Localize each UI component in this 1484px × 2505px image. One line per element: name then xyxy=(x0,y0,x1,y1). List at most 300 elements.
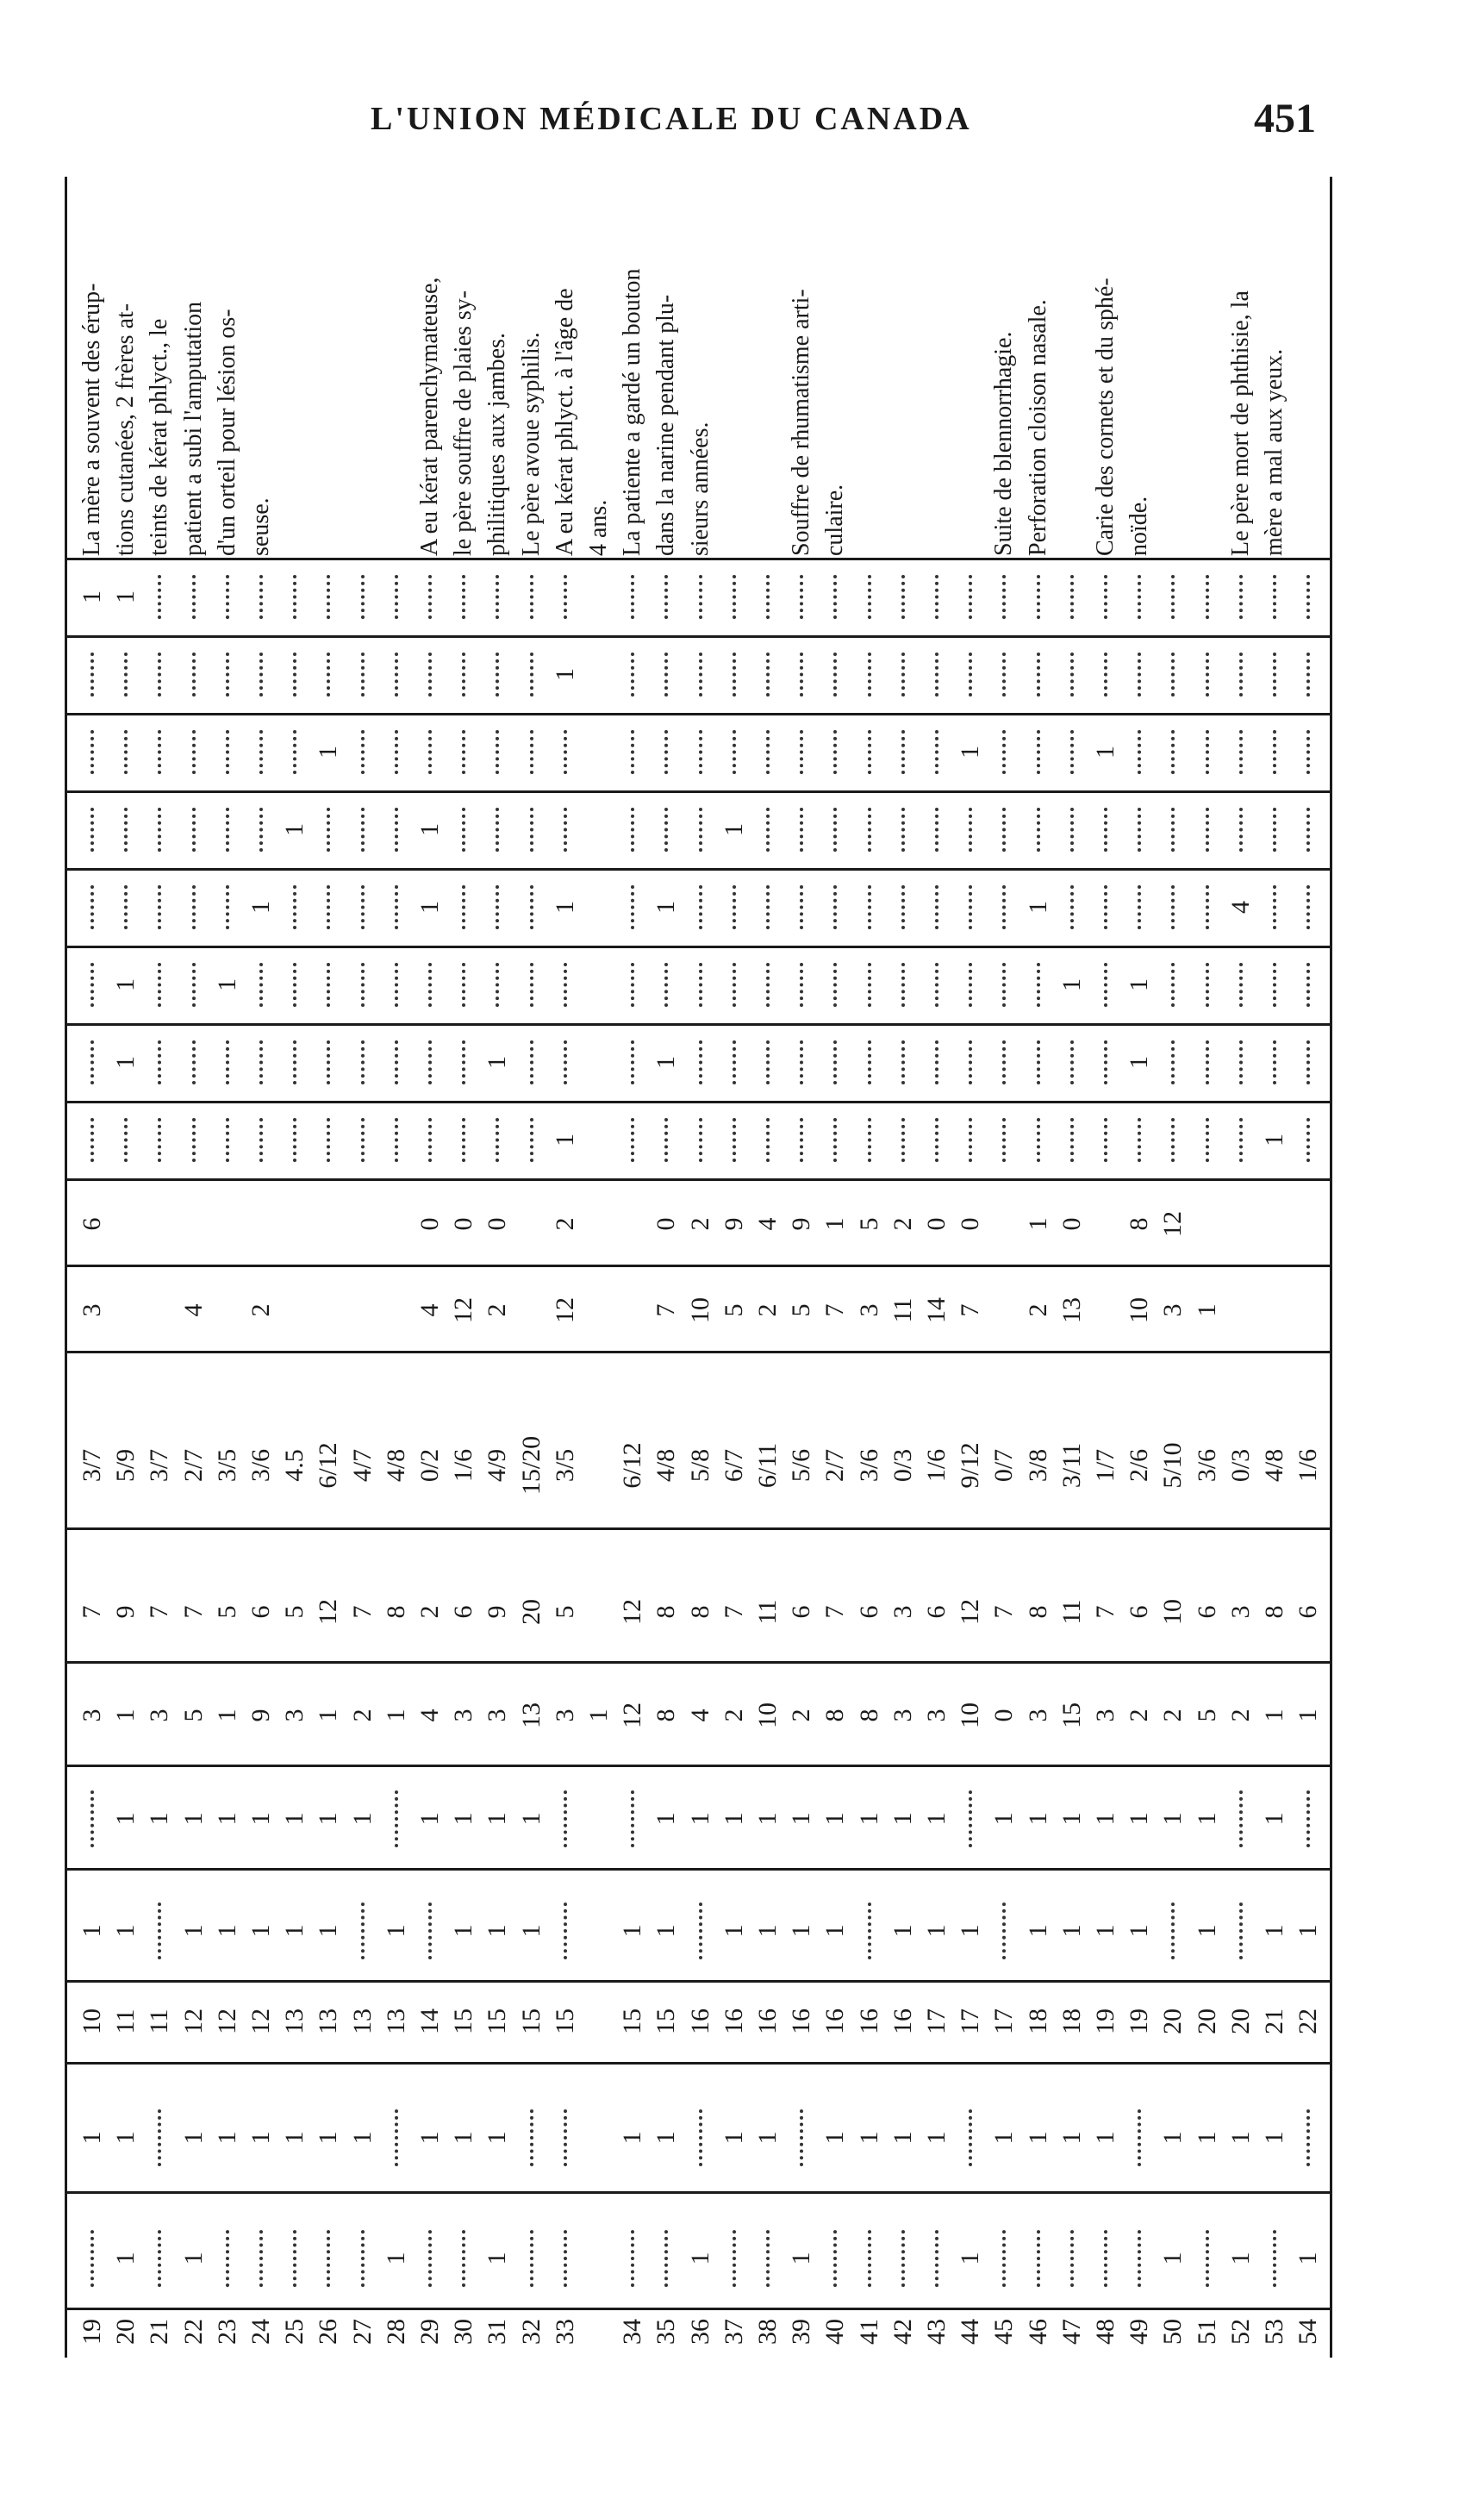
cell-d6 xyxy=(548,715,583,789)
dot-leader xyxy=(935,575,938,619)
cell-c5 xyxy=(784,1771,819,1866)
dot-leader xyxy=(564,730,567,774)
cell-d7 xyxy=(818,638,852,711)
dot-leader xyxy=(428,1902,432,1959)
cell-d5 xyxy=(480,793,514,866)
cell-num xyxy=(852,2306,887,2358)
cell-obs xyxy=(210,177,245,556)
cell-value: 12 xyxy=(246,2008,275,2034)
dot-leader xyxy=(1104,963,1107,1007)
cell-value: 1 xyxy=(483,1812,512,1826)
dot-leader xyxy=(361,1902,365,1959)
cell-c4 xyxy=(142,1883,177,1978)
cell-p1 xyxy=(480,1271,514,1349)
cell-value: 1 xyxy=(719,823,748,836)
cell-c1 xyxy=(683,2211,718,2306)
cell-value: 0 xyxy=(652,1217,681,1231)
cell-d2 xyxy=(852,1026,887,1099)
cell-d1 xyxy=(311,1103,346,1177)
cell-c2 xyxy=(649,2090,683,2185)
cell-d1 xyxy=(582,1103,616,1177)
cell-c5 xyxy=(311,1771,346,1866)
cell-d5 xyxy=(109,793,143,866)
cell-c6 xyxy=(379,1668,414,1763)
cell-c4 xyxy=(244,1883,278,1978)
dot-leader xyxy=(868,2230,871,2287)
cell-value: 2 xyxy=(1023,1303,1052,1317)
cell-value: 6 xyxy=(1192,1605,1221,1619)
dot-leader xyxy=(327,575,330,619)
cell-c6 xyxy=(1257,1668,1292,1763)
dot-leader xyxy=(969,1118,972,1162)
cell-c2 xyxy=(852,2090,887,2185)
cell-d3 xyxy=(987,948,1021,1021)
cell-c5 xyxy=(1291,1771,1325,1866)
cell-p2 xyxy=(177,1185,211,1263)
dot-leader xyxy=(327,2230,330,2287)
dot-leader xyxy=(699,885,702,929)
cell-c7 xyxy=(142,1565,177,1659)
cell-value: 20 xyxy=(1192,2008,1221,2034)
dot-leader xyxy=(699,963,702,1007)
cell-d6 xyxy=(109,715,143,789)
cell-age xyxy=(582,1983,616,2060)
dot-leader xyxy=(1171,963,1175,1007)
cell-c1 xyxy=(784,2211,819,2306)
cell-c4 xyxy=(683,1883,718,1978)
cell-value: 3 xyxy=(1091,1709,1119,1722)
dot-leader xyxy=(969,653,972,697)
cell-value: 3 xyxy=(280,1709,309,1722)
cell-d7 xyxy=(1190,638,1225,711)
cell-c6 xyxy=(1156,1668,1190,1763)
cell-value: 45 xyxy=(989,2319,1019,2345)
cell-value: 3 xyxy=(922,1709,951,1722)
dot-leader xyxy=(699,575,702,619)
cell-d6 xyxy=(413,715,447,789)
cell-value: 7 xyxy=(1091,1605,1119,1619)
cell-value: Le père avoue syphilis. xyxy=(517,332,545,556)
cell-num xyxy=(413,2306,447,2358)
cell-obs xyxy=(1055,177,1089,556)
dot-leader xyxy=(1104,653,1107,697)
cell-p2 xyxy=(244,1185,278,1263)
cell-value: La patiente a gardé un bouton xyxy=(619,268,646,556)
cell-value: 1 xyxy=(787,1812,816,1826)
cell-c2 xyxy=(1224,2090,1258,2185)
cell-value: 1 xyxy=(483,1056,512,1069)
cell-c6 xyxy=(244,1668,278,1763)
cell-value: 1 xyxy=(516,1812,546,1826)
cell-value: 4/9 xyxy=(483,1448,512,1483)
column-rule xyxy=(65,1765,1331,1767)
cell-value: 1 xyxy=(314,2131,343,2145)
cell-value: 1 xyxy=(888,2131,917,2145)
cell-c6 xyxy=(446,1668,481,1763)
dot-leader xyxy=(1206,653,1209,697)
dot-leader xyxy=(733,1118,736,1162)
table-row xyxy=(1291,177,1325,2358)
cell-age xyxy=(379,1983,414,2060)
dot-leader xyxy=(462,653,465,697)
cell-num xyxy=(1021,2306,1056,2358)
cell-value: 23 xyxy=(212,2319,241,2345)
cell-p1 xyxy=(75,1271,109,1349)
dot-leader xyxy=(1070,808,1074,852)
cell-c7 xyxy=(244,1565,278,1659)
cell-num xyxy=(177,2306,211,2358)
table-row xyxy=(548,177,583,2358)
cell-value: 6 xyxy=(1125,1605,1154,1619)
cell-value: 20 xyxy=(516,1599,546,1625)
cell-value: 1 xyxy=(1023,2131,1052,2145)
cell-c2 xyxy=(413,2090,447,2185)
cell-d2 xyxy=(548,1026,583,1099)
dot-leader xyxy=(699,2109,702,2166)
cell-d7 xyxy=(582,638,616,711)
cell-c6 xyxy=(1088,1668,1123,1763)
cell-value: 14 xyxy=(415,2008,444,2034)
table-row xyxy=(751,177,785,2358)
cell-d4 xyxy=(615,871,650,944)
cell-num xyxy=(717,2306,751,2358)
cell-age xyxy=(615,1983,650,2060)
cell-d7 xyxy=(1055,638,1089,711)
cell-num xyxy=(1257,2306,1292,2358)
table-row xyxy=(987,177,1021,2358)
dot-leader xyxy=(1037,1040,1040,1084)
dot-leader xyxy=(361,575,365,619)
cell-d7 xyxy=(514,638,549,711)
dot-leader xyxy=(226,653,229,697)
cell-d8 xyxy=(920,560,954,634)
page-header xyxy=(0,95,1484,147)
cell-value: 0 xyxy=(956,1217,985,1231)
cell-value: noïde. xyxy=(1125,496,1153,556)
cell-d4 xyxy=(1190,871,1225,944)
cell-value: 1 xyxy=(111,590,140,603)
dot-leader xyxy=(631,1790,634,1847)
cell-d5 xyxy=(1257,793,1292,866)
cell-obs xyxy=(514,177,549,556)
cell-d8 xyxy=(818,560,852,634)
cell-d4 xyxy=(480,871,514,944)
dot-leader xyxy=(293,1118,296,1162)
dot-leader xyxy=(1037,1118,1040,1162)
cell-d1 xyxy=(1122,1103,1157,1177)
cell-d8 xyxy=(1257,560,1292,634)
dot-leader xyxy=(496,963,499,1007)
cell-value: 1 xyxy=(280,1812,309,1826)
cell-value: 9/12 xyxy=(956,1442,985,1489)
cell-value: 21 xyxy=(1260,2008,1288,2034)
dot-leader xyxy=(868,808,871,852)
cell-value: 3/6 xyxy=(1192,1448,1221,1483)
cell-d1 xyxy=(615,1103,650,1177)
cell-age xyxy=(346,1983,380,2060)
dot-leader xyxy=(496,808,499,852)
cell-value: 1 xyxy=(1023,1812,1052,1826)
cell-value: 1 xyxy=(550,901,579,914)
cell-value: 12 xyxy=(314,1599,343,1625)
cell-value: 30 xyxy=(449,2319,478,2345)
dot-leader xyxy=(766,575,770,619)
cell-value: culaire. xyxy=(821,484,849,556)
cell-d4 xyxy=(1122,871,1157,944)
cell-d8 xyxy=(210,560,245,634)
table-row xyxy=(1224,177,1258,2358)
cell-d7 xyxy=(548,638,583,711)
cell-c2 xyxy=(1291,2090,1325,2185)
cell-d5 xyxy=(852,793,887,866)
cell-value: 2 xyxy=(753,1303,782,1317)
dot-leader xyxy=(935,653,938,697)
cell-c4 xyxy=(987,1883,1021,1978)
dot-leader xyxy=(395,1040,398,1084)
cell-value: 1 xyxy=(1192,1303,1221,1317)
dot-leader xyxy=(868,885,871,929)
dot-leader xyxy=(158,2109,161,2166)
cell-c2 xyxy=(177,2090,211,2185)
cell-vision xyxy=(1021,1409,1056,1521)
cell-c5 xyxy=(1122,1771,1157,1866)
cell-age xyxy=(1257,1983,1292,2060)
cell-p1 xyxy=(1291,1271,1325,1349)
cell-value: 2 xyxy=(888,1217,917,1231)
cell-p1 xyxy=(953,1271,988,1349)
cell-num xyxy=(1122,2306,1157,2358)
cell-c5 xyxy=(1224,1771,1258,1866)
dot-leader xyxy=(496,575,499,619)
cell-value: 46 xyxy=(1023,2319,1052,2345)
cell-value: 7 xyxy=(820,1303,850,1317)
cell-value: 54 xyxy=(1294,2319,1323,2345)
cell-value: 7 xyxy=(956,1303,985,1317)
cell-c2 xyxy=(953,2090,988,2185)
cell-p2 xyxy=(953,1185,988,1263)
cell-p1 xyxy=(1055,1271,1089,1349)
cell-value: 1 xyxy=(381,1709,410,1722)
cell-d2 xyxy=(1122,1026,1157,1099)
cell-p1 xyxy=(1257,1271,1292,1349)
cell-c6 xyxy=(1190,1668,1225,1763)
cell-value: 1 xyxy=(78,1924,106,1938)
cell-value: 1 xyxy=(550,668,579,681)
cell-d5 xyxy=(1122,793,1157,866)
cell-c2 xyxy=(277,2090,312,2185)
column-rule xyxy=(65,946,1331,948)
cell-d3 xyxy=(109,948,143,1021)
cell-value: 5 xyxy=(854,1217,883,1231)
cell-c5 xyxy=(953,1771,988,1866)
cell-value: 13 xyxy=(516,1702,546,1728)
cell-d2 xyxy=(446,1026,481,1099)
cell-d6 xyxy=(582,715,616,789)
column-rule xyxy=(65,558,1331,560)
cell-value: d'un orteil pour lésion os- xyxy=(213,309,240,556)
dot-leader xyxy=(1171,808,1175,852)
cell-d1 xyxy=(142,1103,177,1177)
dot-leader xyxy=(530,885,533,929)
cell-value: 1 xyxy=(820,1812,850,1826)
cell-d8 xyxy=(379,560,414,634)
dot-leader xyxy=(1239,575,1243,619)
dot-leader xyxy=(935,1040,938,1084)
cell-value: 1 xyxy=(246,901,275,914)
cell-c1 xyxy=(514,2211,549,2306)
cell-c2 xyxy=(683,2090,718,2185)
dot-leader xyxy=(1002,885,1006,929)
cell-d3 xyxy=(480,948,514,1021)
cell-num xyxy=(683,2306,718,2358)
cell-p1 xyxy=(1156,1271,1190,1349)
cell-value: 7 xyxy=(652,1303,681,1317)
cell-c6 xyxy=(920,1668,954,1763)
cell-p1 xyxy=(649,1271,683,1349)
cell-value: 1 xyxy=(753,1924,782,1938)
cell-c1 xyxy=(1257,2211,1292,2306)
cell-c4 xyxy=(277,1883,312,1978)
cell-value: 38 xyxy=(753,2319,782,2345)
cell-d5 xyxy=(717,793,751,866)
dot-leader xyxy=(1037,575,1040,619)
dot-leader xyxy=(1104,1040,1107,1084)
cell-obs xyxy=(244,177,278,556)
cell-value: 1 xyxy=(415,823,444,836)
cell-value: 1 xyxy=(1091,746,1119,759)
cell-num xyxy=(1055,2306,1089,2358)
column-rule xyxy=(65,2062,1331,2065)
cell-d8 xyxy=(1190,560,1225,634)
cell-value: 1 xyxy=(1158,1812,1188,1826)
table-row xyxy=(886,177,920,2358)
cell-c1 xyxy=(548,2211,583,2306)
dot-leader xyxy=(293,885,296,929)
cell-c7 xyxy=(751,1565,785,1659)
table-row xyxy=(311,177,346,2358)
cell-c6 xyxy=(1291,1668,1325,1763)
cell-value: 4/8 xyxy=(652,1448,681,1483)
cell-c6 xyxy=(886,1668,920,1763)
dot-leader xyxy=(800,1118,803,1162)
cell-c5 xyxy=(818,1771,852,1866)
cell-c6 xyxy=(953,1668,988,1763)
dot-leader xyxy=(226,1040,229,1084)
cell-value: 0/2 xyxy=(415,1448,444,1483)
cell-p1 xyxy=(987,1271,1021,1349)
dot-leader xyxy=(395,730,398,774)
cell-value: 6 xyxy=(246,1605,275,1619)
cell-vision xyxy=(413,1409,447,1521)
cell-d6 xyxy=(683,715,718,789)
cell-d7 xyxy=(480,638,514,711)
dot-leader xyxy=(733,1040,736,1084)
cell-p1 xyxy=(1021,1271,1056,1349)
dot-leader xyxy=(800,1040,803,1084)
cell-c5 xyxy=(1156,1771,1190,1866)
cell-value: 10 xyxy=(956,1702,985,1728)
cell-c4 xyxy=(480,1883,514,1978)
cell-c5 xyxy=(852,1771,887,1866)
cell-d2 xyxy=(615,1026,650,1099)
cell-value: 9 xyxy=(787,1217,816,1231)
cell-d5 xyxy=(1156,793,1190,866)
cell-d4 xyxy=(1291,871,1325,944)
cell-d7 xyxy=(886,638,920,711)
cell-c4 xyxy=(514,1883,549,1978)
cell-value: 17 xyxy=(956,2008,985,2034)
cell-value: 1 xyxy=(719,1812,748,1826)
cell-p2 xyxy=(751,1185,785,1263)
cell-d8 xyxy=(75,560,109,634)
cell-obs xyxy=(480,177,514,556)
cell-c7 xyxy=(852,1565,887,1659)
cell-d7 xyxy=(75,638,109,711)
cell-d4 xyxy=(1055,871,1089,944)
table-row xyxy=(1122,177,1157,2358)
cell-value: 0 xyxy=(922,1217,951,1231)
cell-c2 xyxy=(379,2090,414,2185)
cell-age xyxy=(1156,1983,1190,2060)
cell-c1 xyxy=(379,2211,414,2306)
cell-p1 xyxy=(379,1271,414,1349)
dot-leader xyxy=(1138,1118,1141,1162)
cell-c4 xyxy=(109,1883,143,1978)
cell-value: 47 xyxy=(1057,2319,1086,2345)
cell-c7 xyxy=(277,1565,312,1659)
dot-leader xyxy=(226,2230,229,2287)
cell-value: 1 xyxy=(516,1924,546,1938)
cell-d7 xyxy=(987,638,1021,711)
cell-value: A eu kérat parenchymateuse, xyxy=(416,277,443,556)
cell-c4 xyxy=(413,1883,447,1978)
cell-p1 xyxy=(852,1271,887,1349)
cell-d4 xyxy=(548,871,583,944)
dot-leader xyxy=(259,2230,263,2287)
cell-value: 4 xyxy=(178,1303,208,1317)
cell-value: 1 xyxy=(178,1924,208,1938)
cell-c5 xyxy=(1190,1771,1225,1866)
cell-value: 15 xyxy=(516,2008,546,2034)
cell-d1 xyxy=(1055,1103,1089,1177)
cell-age xyxy=(784,1983,819,2060)
dot-leader xyxy=(868,1118,871,1162)
dot-leader xyxy=(868,1040,871,1084)
cell-value: 1 xyxy=(1225,2252,1255,2265)
dot-leader xyxy=(935,885,938,929)
cell-age xyxy=(548,1983,583,2060)
cell-d8 xyxy=(886,560,920,634)
cell-d3 xyxy=(1224,948,1258,1021)
cell-value: 1 xyxy=(922,1924,951,1938)
dot-leader xyxy=(226,1118,229,1162)
cell-d3 xyxy=(683,948,718,1021)
cell-p2 xyxy=(413,1185,447,1263)
cell-age xyxy=(953,1983,988,2060)
cell-vision xyxy=(818,1409,852,1521)
cell-c2 xyxy=(1021,2090,1056,2185)
dot-leader xyxy=(90,653,94,697)
cell-d5 xyxy=(346,793,380,866)
cell-value: 7 xyxy=(145,1605,174,1619)
cell-d3 xyxy=(244,948,278,1021)
cell-vision xyxy=(751,1409,785,1521)
cell-value: 1 xyxy=(922,1812,951,1826)
cell-value: 1 xyxy=(280,1924,309,1938)
cell-d8 xyxy=(446,560,481,634)
dot-leader xyxy=(733,653,736,697)
cell-d7 xyxy=(1088,638,1123,711)
